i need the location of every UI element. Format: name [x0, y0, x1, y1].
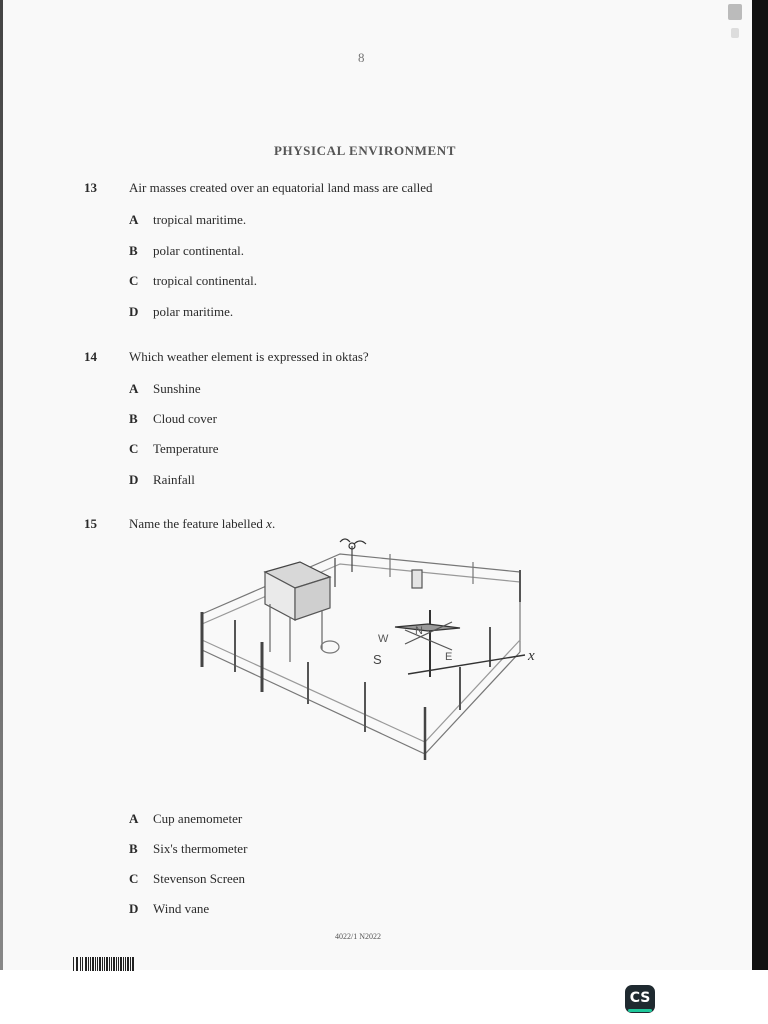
question-13-text: Air masses created over an equatorial land mass are called	[129, 180, 433, 195]
question-15-variable: x	[266, 516, 272, 531]
section-title: PHYSICAL ENVIRONMENT	[273, 143, 457, 158]
question-14-text: Which weather element is expressed in oktas?	[129, 349, 369, 364]
question-15-option-c[interactable]: C Stevenson Screen	[129, 871, 246, 886]
question-14-option-d[interactable]: D Rainfall	[129, 472, 195, 487]
barcode	[73, 957, 135, 971]
question-15-option-a[interactable]: A Cup anemometer	[129, 811, 243, 826]
question-14-option-b[interactable]: B Cloud cover	[129, 411, 217, 426]
fence-front	[202, 650, 520, 754]
question-15-option-d[interactable]: D Wind vane	[129, 901, 210, 916]
compass-w: W	[378, 633, 389, 645]
question-13-option-a[interactable]: A tropical maritime.	[129, 212, 247, 227]
camscanner-badge: CS	[625, 985, 655, 1013]
question-14-option-a[interactable]: A Sunshine	[129, 381, 201, 396]
scan-mark-small	[731, 28, 739, 38]
question-13-option-d[interactable]: D polar maritime.	[129, 304, 234, 319]
question-14-option-c[interactable]: C Temperature	[129, 441, 219, 456]
question-15-text: Name the feature labelled x.	[129, 516, 276, 531]
question-13-option-c[interactable]: C tropical continental.	[129, 273, 257, 288]
page-number: 8	[358, 50, 365, 65]
question-15-option-b[interactable]: B Six's thermometer	[129, 841, 248, 856]
question-15-number: 15	[84, 516, 97, 531]
question-13-option-b[interactable]: B polar continental.	[129, 243, 244, 258]
page-right-edge	[752, 0, 768, 970]
question-14-number: 14	[84, 349, 97, 364]
fence-back	[202, 554, 520, 614]
scan-mark	[728, 4, 742, 20]
compass-e: E	[445, 651, 453, 663]
compass-n: N	[415, 625, 423, 637]
compass-s: S	[373, 652, 382, 667]
label-x: x	[528, 648, 535, 664]
footer-code: 4022/1 N2022	[335, 932, 381, 941]
question-13-number: 13	[84, 180, 97, 195]
weather-station-diagram	[190, 532, 550, 772]
